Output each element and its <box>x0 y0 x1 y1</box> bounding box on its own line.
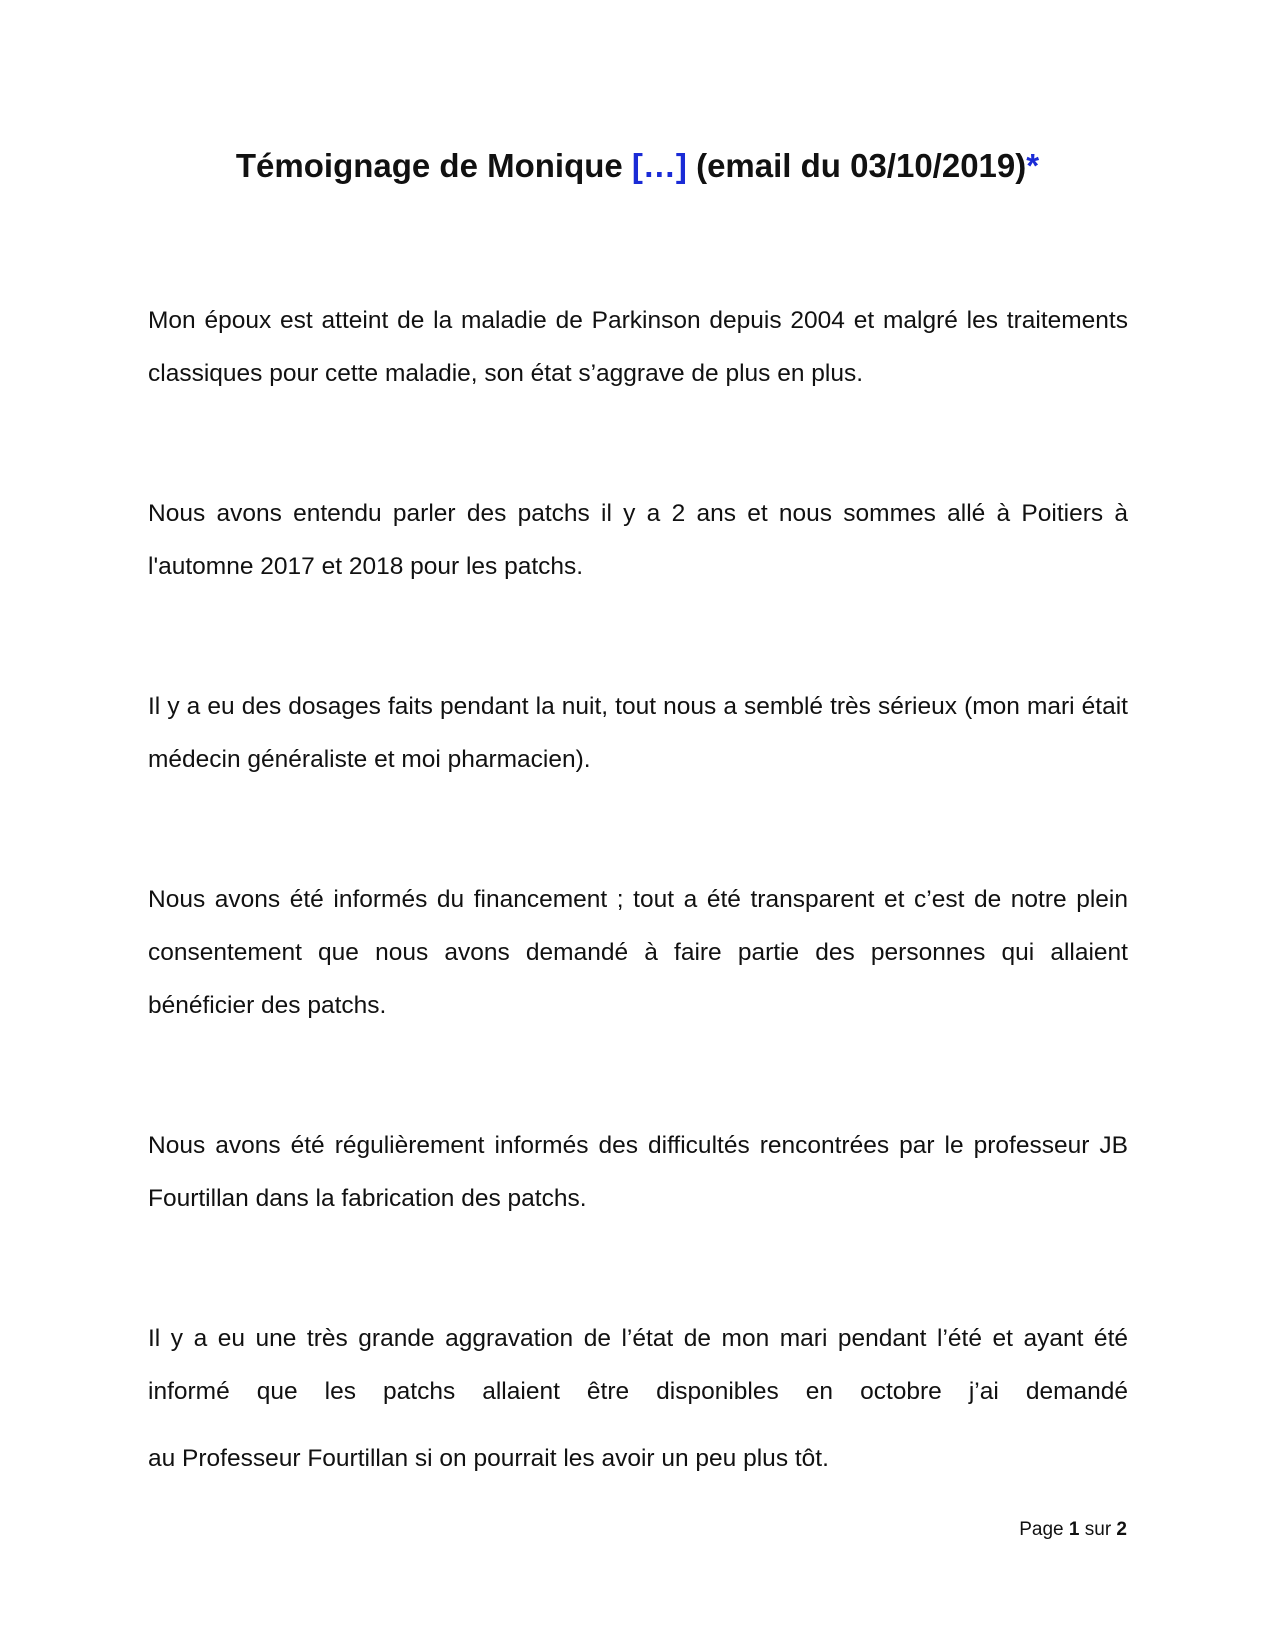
paragraph-7: au Professeur Fourtillan si on pourrait les avoir un peu plus tôt. <box>148 1445 829 1472</box>
title-text-start: Témoignage de Monique <box>235 147 632 184</box>
title-redaction-bracket: […] <box>631 147 687 184</box>
page-number-footer <box>1019 1518 1127 1542</box>
document-title <box>0 146 1275 186</box>
paragraph-4: Nous avons été informés du financement ; tout a été transparent et c’est de notre plein consentement que nous avons demandé à faire partie des personnes qui allaient bénéficier des patchs. <box>148 886 1128 1019</box>
title-asterisk: * <box>1026 147 1040 184</box>
title-text-end: (email du 03/10/2019) <box>686 147 1027 184</box>
paragraph-3: Il y a eu des dosages faits pendant la nuit, tout nous a semblé très sérieux (mon mari était médecin généraliste et moi pharmacien). <box>148 693 1128 773</box>
paragraph-1: Mon époux est atteint de la maladie de Parkinson depuis 2004 et malgré les traitements classiques pour cette maladie, son état s’aggrave de plus en plus. <box>148 307 1128 387</box>
footer-of-label: sur <box>1079 1519 1117 1540</box>
paragraph-2: Nous avons entendu parler des patchs il y a 2 ans et nous sommes allé à Poitiers à l'automne 2017 et 2018 pour les patchs. <box>148 500 1128 580</box>
footer-page-label: Page <box>1019 1519 1069 1540</box>
footer-current-page: 1 <box>1068 1519 1080 1540</box>
footer-total-pages: 2 <box>1116 1519 1127 1540</box>
paragraph-6: Il y a eu une très grande aggravation de l’état de mon mari pendant l’été et ayant été informé que les patchs allaient être disponibles en octobre j’ai demandé <box>148 1325 1128 1405</box>
paragraph-5: Nous avons été régulièrement informés des difficultés rencontrées par le professeur JB Fourtillan dans la fabrication des patchs. <box>148 1132 1128 1212</box>
